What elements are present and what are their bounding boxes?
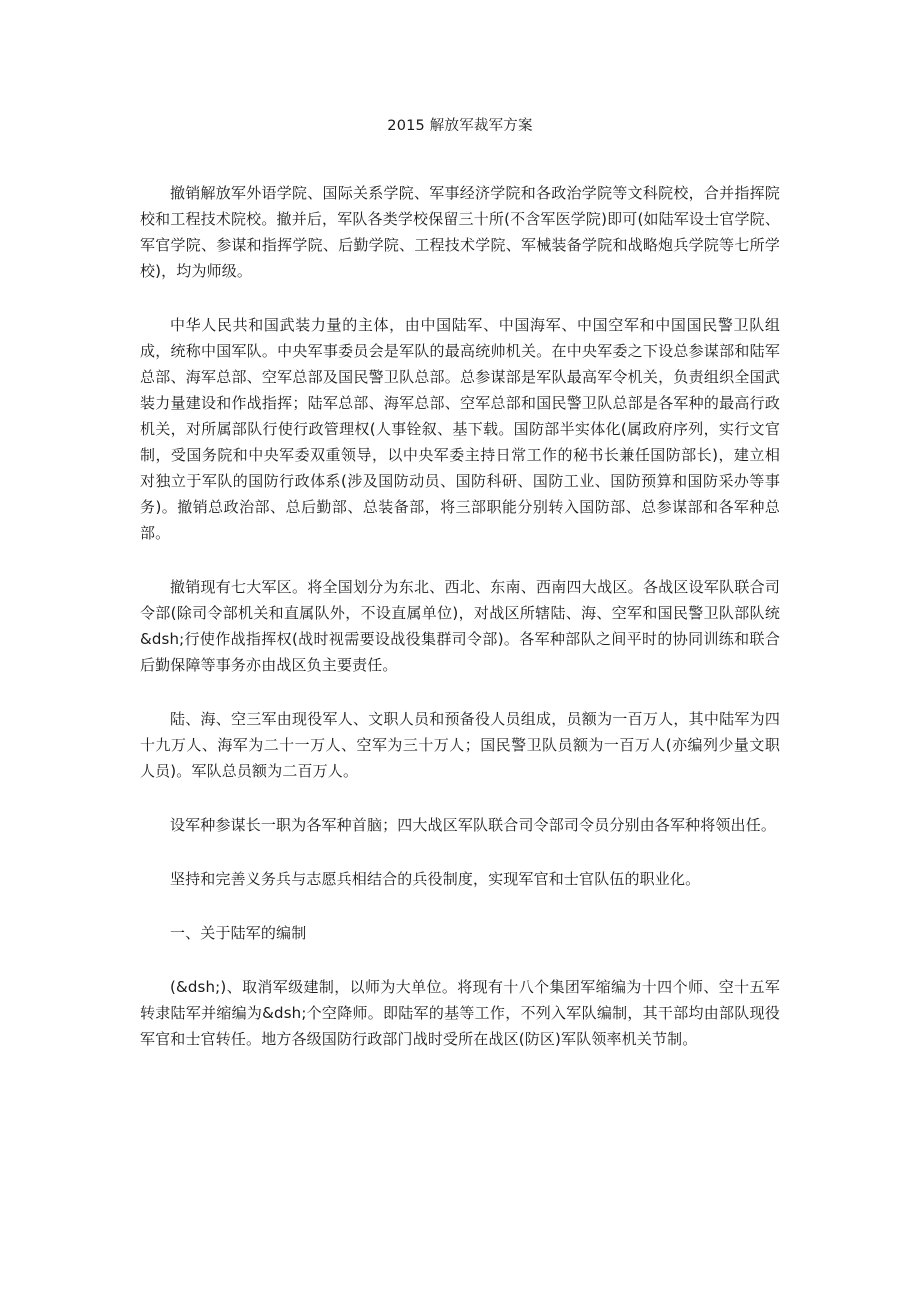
- paragraph-troop-strength: 陆、海、空三军由现役军人、文职人员和预备役人员组成，员额为一百万人，其中陆军为四十九万人、海军为二十一万人、空军为三十万人；国民警卫队员额为一百万人(亦编列少量文职人员)。军队总员额为二百万人。: [140, 710, 780, 780]
- document-title: 2015 解放军裁军方案: [387, 118, 533, 134]
- paragraph-service-system: 坚持和完善义务兵与志愿兵相结合的兵役制度，实现军官和士官队伍的职业化。: [170, 870, 701, 888]
- paragraph-chief-of-staff: 设军种参谋长一职为各军种首脑；四大战区军队联合司令部司令员分别由各军种将领出任。: [170, 816, 777, 834]
- section-heading-army: 一、关于陆军的编制: [170, 924, 307, 942]
- paragraph-army-establishment: (&dsh;)、取消军级建制，以师为大单位。将现有十八个集团军缩编为十四个师、空十五军转隶陆军并缩编为&dsh;个空降师。即陆军的基等工作，不列入军队编制，其干部均由部队现役军官和士官转任。地方各级国防行政部门战时受所在战区(防区)军队领率机关节制。: [140, 978, 780, 1048]
- paragraph-armed-forces-structure: 中华人民共和国武装力量的主体，由中国陆军、中国海军、中国空军和中国国民警卫队组成，统称中国军队。中央军事委员会是军队的最高统帅机关。在中央军委之下设总参谋部和陆军总部、海军总部、空军总部及国民警卫队总部。总参谋部是军队最高军令机关，负责组织全国武装力量建设和作战指挥；陆军总部、海军总部、空军总部和国民警卫队总部是各军种的最高行政机关，对所属部队行使行政管理权(人事铨叙、基下载。国防部半实体化(属政府序列，实行文官制，受国务院和中央军委双重领导，以中央军委主持日常工作的秘书长兼任国防部长)，建立相对独立于军队的国防行政体系(涉及国防动员、国防科研、国防工业、国防预算和国防采办等事务)。撤销总政治部、总后勤部、总装备部，将三部职能分别转入国防部、总参谋部和各军种总部。: [140, 316, 780, 542]
- document-body: [140, 180, 780, 1080]
- paragraph-military-regions: 撤销现有七大军区。将全国划分为东北、西北、东南、西南四大战区。各战区设军队联合司令部(除司令部机关和直属队外，不设直属单位)，对战区所辖陆、海、空军和国民警卫队部队统&dsh;行使作战指挥权(战时视需要设战役集群司令部)。各军种部队之间平时的协同训练和联合后勤保障等事务亦由战区负主要责任。: [140, 578, 780, 674]
- paragraph-school-reform: 撤销解放军外语学院、国际关系学院、军事经济学院和各政治学院等文科院校，合并指挥院校和工程技术院校。撤并后，军队各类学校保留三十所(不含军医学院)即可(如陆军设士官学院、军官学院、参谋和指挥学院、后勤学院、工程技术学院、军械装备学院和战略炮兵学院等七所学校)，均为师级。: [140, 184, 780, 280]
